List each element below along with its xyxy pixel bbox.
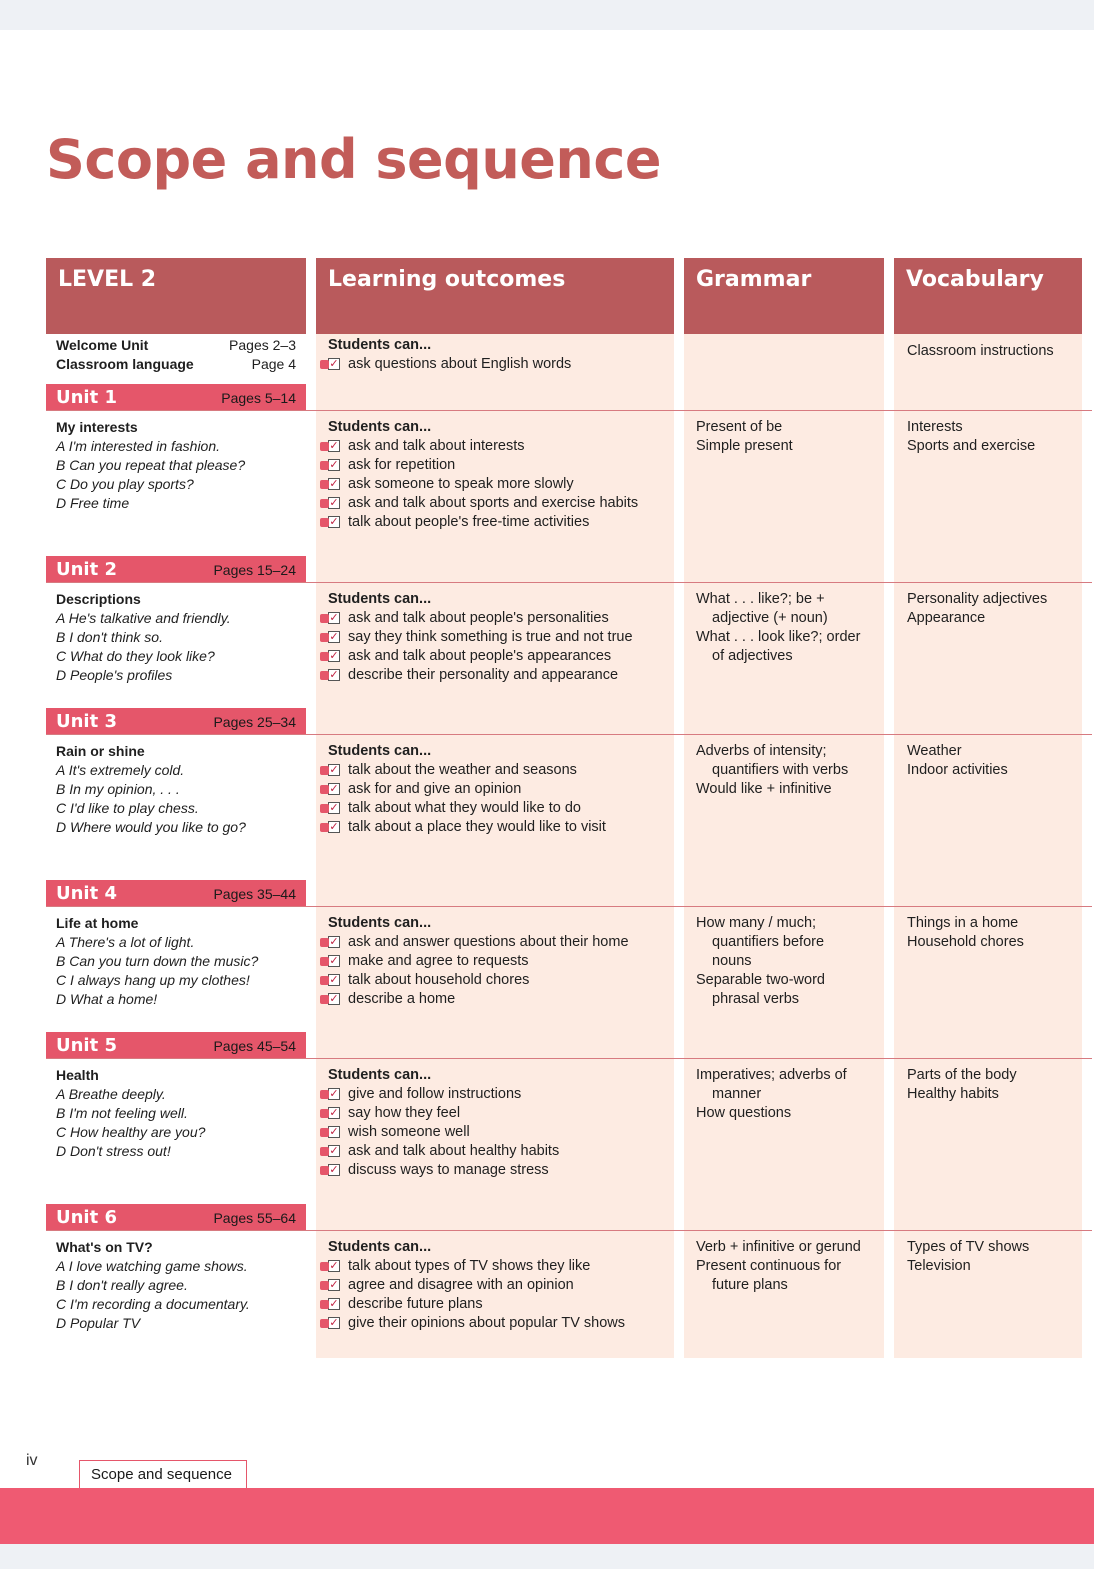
grammar-item: Verb + infinitive or gerund xyxy=(696,1239,861,1255)
welcome-unit-cell xyxy=(56,336,306,374)
unit-bar xyxy=(46,384,306,411)
learning-outcome-item xyxy=(328,494,688,513)
learning-outcome-text: ask and talk about healthy habits xyxy=(348,1143,560,1159)
unit-grammar xyxy=(696,418,892,456)
learning-outcome-text: ask for repetition xyxy=(348,457,456,473)
unit-learning-outcomes xyxy=(328,1066,688,1180)
grammar-item: What . . . like?; be + xyxy=(696,591,825,607)
grammar-item: Adverbs of intensity; xyxy=(696,743,827,759)
unit-grammar xyxy=(696,1238,892,1295)
unit-grammar xyxy=(696,914,892,1009)
learning-outcome-text: describe a home xyxy=(348,991,456,1007)
learning-outcome-item xyxy=(328,952,688,971)
unit-vocabulary xyxy=(907,418,1093,456)
checkbox-icon: ✓ xyxy=(329,802,339,814)
unit-pages: Pages 25–34 xyxy=(213,714,296,730)
learning-outcome-text: say they think something is true and not true xyxy=(348,629,633,645)
unit-label: Unit 2 xyxy=(56,559,117,580)
lesson-title: A It's extremely cold. xyxy=(56,762,185,778)
lesson-title: B I don't think so. xyxy=(56,629,163,645)
students-can-label: Students can... xyxy=(328,419,432,435)
unit-divider xyxy=(46,1230,1092,1231)
unit-lessons xyxy=(56,914,306,1009)
unit-learning-outcomes xyxy=(328,590,688,685)
bottom-band xyxy=(0,1544,1094,1569)
learning-outcome-item xyxy=(328,475,688,494)
students-can-label: Students can... xyxy=(328,743,432,759)
unit-learning-outcomes xyxy=(328,742,688,837)
learning-outcome-text: describe their personality and appearance xyxy=(348,667,619,683)
unit-lessons xyxy=(56,418,306,513)
lesson-title: A I love watching game shows. xyxy=(56,1258,248,1274)
welcome-unit-line xyxy=(56,336,306,355)
lesson-title: C I'm recording a documentary. xyxy=(56,1296,250,1312)
vocabulary-item: Things in a home xyxy=(907,915,1019,931)
checkbox-icon: ✓ xyxy=(329,1164,339,1176)
grammar-item: phrasal verbs xyxy=(712,991,800,1007)
unit-label: Unit 1 xyxy=(56,387,117,408)
unit-divider xyxy=(46,582,1092,583)
learning-outcome-item xyxy=(328,818,688,837)
checkbox-icon: ✓ xyxy=(329,1126,339,1138)
grammar-item: adjective (+ noun) xyxy=(712,610,828,626)
learning-outcome-item xyxy=(328,761,688,780)
unit-bar xyxy=(46,880,306,907)
checkbox-icon: ✓ xyxy=(329,440,339,452)
unit-vocabulary xyxy=(907,914,1093,952)
learning-outcome-item xyxy=(328,1161,688,1180)
grammar-header-label: Grammar xyxy=(696,267,812,292)
checkbox-icon: ✓ xyxy=(329,1107,339,1119)
unit-pages: Pages 45–54 xyxy=(213,1038,296,1054)
unit-topic: Life at home xyxy=(56,915,139,931)
grammar-item: How questions xyxy=(696,1105,792,1121)
learning-outcome-item xyxy=(328,1295,688,1314)
unit-topic: Descriptions xyxy=(56,591,141,607)
checkbox-icon: ✓ xyxy=(329,783,339,795)
unit-pages: Pages 55–64 xyxy=(213,1210,296,1226)
learning-outcome-item xyxy=(328,780,688,799)
grammar-item: Separable two-word xyxy=(696,972,825,988)
learning-outcome-text: wish someone well xyxy=(348,1124,470,1140)
unit-topic: What's on TV? xyxy=(56,1239,153,1255)
students-can-label: Students can... xyxy=(328,591,432,607)
grammar-item: of adjectives xyxy=(712,648,793,664)
classroom-language-name: Classroom language xyxy=(56,356,194,372)
grammar-item: What . . . look like?; order xyxy=(696,629,861,645)
unit-divider xyxy=(46,734,1092,735)
unit-label: Unit 3 xyxy=(56,711,117,732)
checkbox-icon: ✓ xyxy=(329,1088,339,1100)
checkbox-icon: ✓ xyxy=(329,358,339,370)
vocabulary-item: Personality adjectives xyxy=(907,591,1048,607)
welcome-unit-row xyxy=(46,336,1082,380)
lesson-title: B Can you repeat that please? xyxy=(56,457,246,473)
unit-bar xyxy=(46,556,306,583)
unit-topic: Health xyxy=(56,1067,99,1083)
learning-outcomes-header-label: Learning outcomes xyxy=(328,267,566,292)
checkbox-icon: ✓ xyxy=(329,1279,339,1291)
learning-outcome-text: ask and talk about people's personalities xyxy=(348,610,609,626)
checkbox-icon: ✓ xyxy=(329,974,339,986)
classroom-language-line xyxy=(56,355,306,374)
grammar-item: Present of be xyxy=(696,419,783,435)
learning-outcome-text: talk about the weather and seasons xyxy=(348,762,577,778)
learning-outcome-item xyxy=(328,1123,688,1142)
grammar-item: How many / much; xyxy=(696,915,817,931)
footer-bar xyxy=(0,1488,1094,1544)
footer-tab-label: Scope and sequence xyxy=(91,1466,232,1483)
grammar-item: quantifiers before xyxy=(712,934,825,950)
checkbox-icon: ✓ xyxy=(329,993,339,1005)
learning-outcome-text: give their opinions about popular TV shows xyxy=(348,1315,626,1331)
vocabulary-item: Appearance xyxy=(907,610,986,626)
learning-outcome-item xyxy=(328,1276,688,1295)
vocabulary-item: Types of TV shows xyxy=(907,1239,1030,1255)
unit-learning-outcomes xyxy=(328,1238,688,1333)
lesson-title: A Breathe deeply. xyxy=(56,1086,166,1102)
learning-outcome-text: ask and talk about sports and exercise habits xyxy=(348,495,639,511)
level-header xyxy=(46,258,306,334)
grammar-item: quantifiers with verbs xyxy=(712,762,849,778)
lesson-title: D People's profiles xyxy=(56,667,173,683)
vocabulary-item: Interests xyxy=(907,419,963,435)
vocabulary-item: Indoor activities xyxy=(907,762,1008,778)
lesson-title: C I always hang up my clothes! xyxy=(56,972,250,988)
checkbox-icon: ✓ xyxy=(329,516,339,528)
vocabulary-item: Weather xyxy=(907,743,962,759)
learning-outcome-item xyxy=(328,1257,688,1276)
unit-grammar xyxy=(696,1066,892,1123)
vocabulary-item: Parts of the body xyxy=(907,1067,1017,1083)
students-can-label: Students can... xyxy=(328,915,432,931)
unit-topic: Rain or shine xyxy=(56,743,145,759)
learning-outcome-item xyxy=(328,513,688,532)
vocabulary-item: Healthy habits xyxy=(907,1086,999,1102)
level-header-label: LEVEL 2 xyxy=(58,267,157,292)
unit-bar xyxy=(46,1204,306,1231)
checkbox-icon: ✓ xyxy=(329,478,339,490)
learning-outcome-item xyxy=(328,933,688,952)
page-number: iv xyxy=(26,1452,38,1469)
unit-label: Unit 4 xyxy=(56,883,117,904)
grammar-item: future plans xyxy=(712,1277,788,1293)
learning-outcome-text: say how they feel xyxy=(348,1105,461,1121)
learning-outcome-text: describe future plans xyxy=(348,1296,483,1312)
unit-pages: Pages 35–44 xyxy=(213,886,296,902)
learning-outcome-item xyxy=(328,799,688,818)
classroom-language-pages: Page 4 xyxy=(251,356,296,372)
students-can-label: Students can... xyxy=(328,1067,432,1083)
unit-divider xyxy=(46,1058,1092,1059)
vocabulary-header-label: Vocabulary xyxy=(906,267,1044,292)
learning-outcome-text: agree and disagree with an opinion xyxy=(348,1277,574,1293)
unit-divider xyxy=(46,410,1092,411)
welcome-unit-name: Welcome Unit xyxy=(56,337,149,353)
vocabulary-header xyxy=(894,258,1082,334)
learning-outcome-text: make and agree to requests xyxy=(348,953,529,969)
checkbox-icon: ✓ xyxy=(329,650,339,662)
lesson-title: D Popular TV xyxy=(56,1315,141,1331)
unit-lessons xyxy=(56,1066,306,1161)
lesson-title: A He's talkative and friendly. xyxy=(56,610,231,626)
learning-outcome-item xyxy=(328,437,688,456)
unit-vocabulary xyxy=(907,742,1093,780)
checkbox-icon: ✓ xyxy=(329,821,339,833)
unit-divider xyxy=(46,906,1092,907)
welcome-outcome-text: ask questions about English words xyxy=(348,356,572,372)
students-can-label: Students can... xyxy=(328,1239,432,1255)
checkbox-icon: ✓ xyxy=(329,1260,339,1272)
unit-lessons xyxy=(56,590,306,685)
lesson-title: A I'm interested in fashion. xyxy=(56,438,221,454)
unit-vocabulary xyxy=(907,1238,1093,1276)
grammar-item: Simple present xyxy=(696,438,793,454)
checkbox-icon: ✓ xyxy=(329,669,339,681)
top-band xyxy=(0,0,1094,30)
unit-learning-outcomes xyxy=(328,914,688,1009)
lesson-title: A There's a lot of light. xyxy=(56,934,195,950)
footer-tab xyxy=(79,1460,247,1490)
unit-vocabulary xyxy=(907,590,1093,628)
learning-outcome-item xyxy=(328,628,688,647)
learning-outcome-item xyxy=(328,1104,688,1123)
checkbox-icon: ✓ xyxy=(329,459,339,471)
unit-grammar xyxy=(696,590,892,666)
vocabulary-item: Household chores xyxy=(907,934,1024,950)
learning-outcome-text: ask someone to speak more slowly xyxy=(348,476,574,492)
unit-lessons xyxy=(56,1238,306,1333)
welcome-vocabulary xyxy=(907,342,1093,361)
grammar-item: manner xyxy=(712,1086,762,1102)
grammar-header xyxy=(684,258,884,334)
welcome-outcome-item xyxy=(328,355,688,374)
unit-bar xyxy=(46,708,306,735)
lesson-title: C Do you play sports? xyxy=(56,476,194,492)
vocabulary-item: Television xyxy=(907,1258,971,1274)
unit-learning-outcomes xyxy=(328,418,688,532)
welcome-outcomes xyxy=(328,336,688,374)
lesson-title: B I don't really agree. xyxy=(56,1277,188,1293)
learning-outcome-text: give and follow instructions xyxy=(348,1086,522,1102)
learning-outcome-item xyxy=(328,990,688,1009)
lesson-title: D Don't stress out! xyxy=(56,1143,171,1159)
learning-outcome-text: ask and talk about people's appearances xyxy=(348,648,612,664)
learning-outcome-text: talk about what they would like to do xyxy=(348,800,581,816)
learning-outcome-text: talk about people's free-time activities xyxy=(348,514,590,530)
checkbox-icon: ✓ xyxy=(329,1298,339,1310)
learning-outcomes-header xyxy=(316,258,674,334)
lesson-title: B I'm not feeling well. xyxy=(56,1105,188,1121)
learning-outcome-text: talk about a place they would like to visit xyxy=(348,819,606,835)
learning-outcome-text: discuss ways to manage stress xyxy=(348,1162,549,1178)
learning-outcome-text: talk about types of TV shows they like xyxy=(348,1258,591,1274)
unit-label: Unit 5 xyxy=(56,1035,117,1056)
welcome-unit-pages: Pages 2–3 xyxy=(229,337,296,353)
lesson-title: D Free time xyxy=(56,495,130,511)
welcome-vocabulary-item: Classroom instructions xyxy=(907,343,1054,359)
learning-outcome-item xyxy=(328,1142,688,1161)
lesson-title: C What do they look like? xyxy=(56,648,215,664)
learning-outcome-text: ask and answer questions about their home xyxy=(348,934,629,950)
learning-outcome-text: ask and talk about interests xyxy=(348,438,525,454)
checkbox-icon: ✓ xyxy=(329,1145,339,1157)
unit-grammar xyxy=(696,742,892,799)
checkbox-icon: ✓ xyxy=(329,612,339,624)
learning-outcome-item xyxy=(328,1314,688,1333)
learning-outcome-item xyxy=(328,647,688,666)
page-title: Scope and sequence xyxy=(46,128,661,191)
learning-outcome-item xyxy=(328,456,688,475)
checkbox-icon: ✓ xyxy=(329,631,339,643)
learning-outcome-text: talk about household chores xyxy=(348,972,530,988)
unit-pages: Pages 15–24 xyxy=(213,562,296,578)
checkbox-icon: ✓ xyxy=(329,936,339,948)
unit-pages: Pages 5–14 xyxy=(221,390,296,406)
unit-label: Unit 6 xyxy=(56,1207,117,1228)
checkbox-icon: ✓ xyxy=(329,1317,339,1329)
lesson-title: C I'd like to play chess. xyxy=(56,800,199,816)
grammar-item: Present continuous for xyxy=(696,1258,842,1274)
lesson-title: D Where would you like to go? xyxy=(56,819,246,835)
lesson-title: D What a home! xyxy=(56,991,158,1007)
learning-outcome-text: ask for and give an opinion xyxy=(348,781,522,797)
learning-outcome-item xyxy=(328,666,688,685)
learning-outcome-item xyxy=(328,1085,688,1104)
lesson-title: C How healthy are you? xyxy=(56,1124,206,1140)
learning-outcome-item xyxy=(328,609,688,628)
grammar-item: Imperatives; adverbs of xyxy=(696,1067,847,1083)
vocabulary-item: Sports and exercise xyxy=(907,438,1036,454)
unit-lessons xyxy=(56,742,306,837)
lesson-title: B Can you turn down the music? xyxy=(56,953,259,969)
lesson-title: B In my opinion, . . . xyxy=(56,781,180,797)
unit-bar xyxy=(46,1032,306,1059)
unit-vocabulary xyxy=(907,1066,1093,1104)
unit-topic: My interests xyxy=(56,419,138,435)
checkbox-icon: ✓ xyxy=(329,955,339,967)
learning-outcome-item xyxy=(328,971,688,990)
welcome-students-can: Students can... xyxy=(328,337,432,353)
checkbox-icon: ✓ xyxy=(329,497,339,509)
grammar-item: nouns xyxy=(712,953,752,969)
grammar-item: Would like + infinitive xyxy=(696,781,832,797)
checkbox-icon: ✓ xyxy=(329,764,339,776)
